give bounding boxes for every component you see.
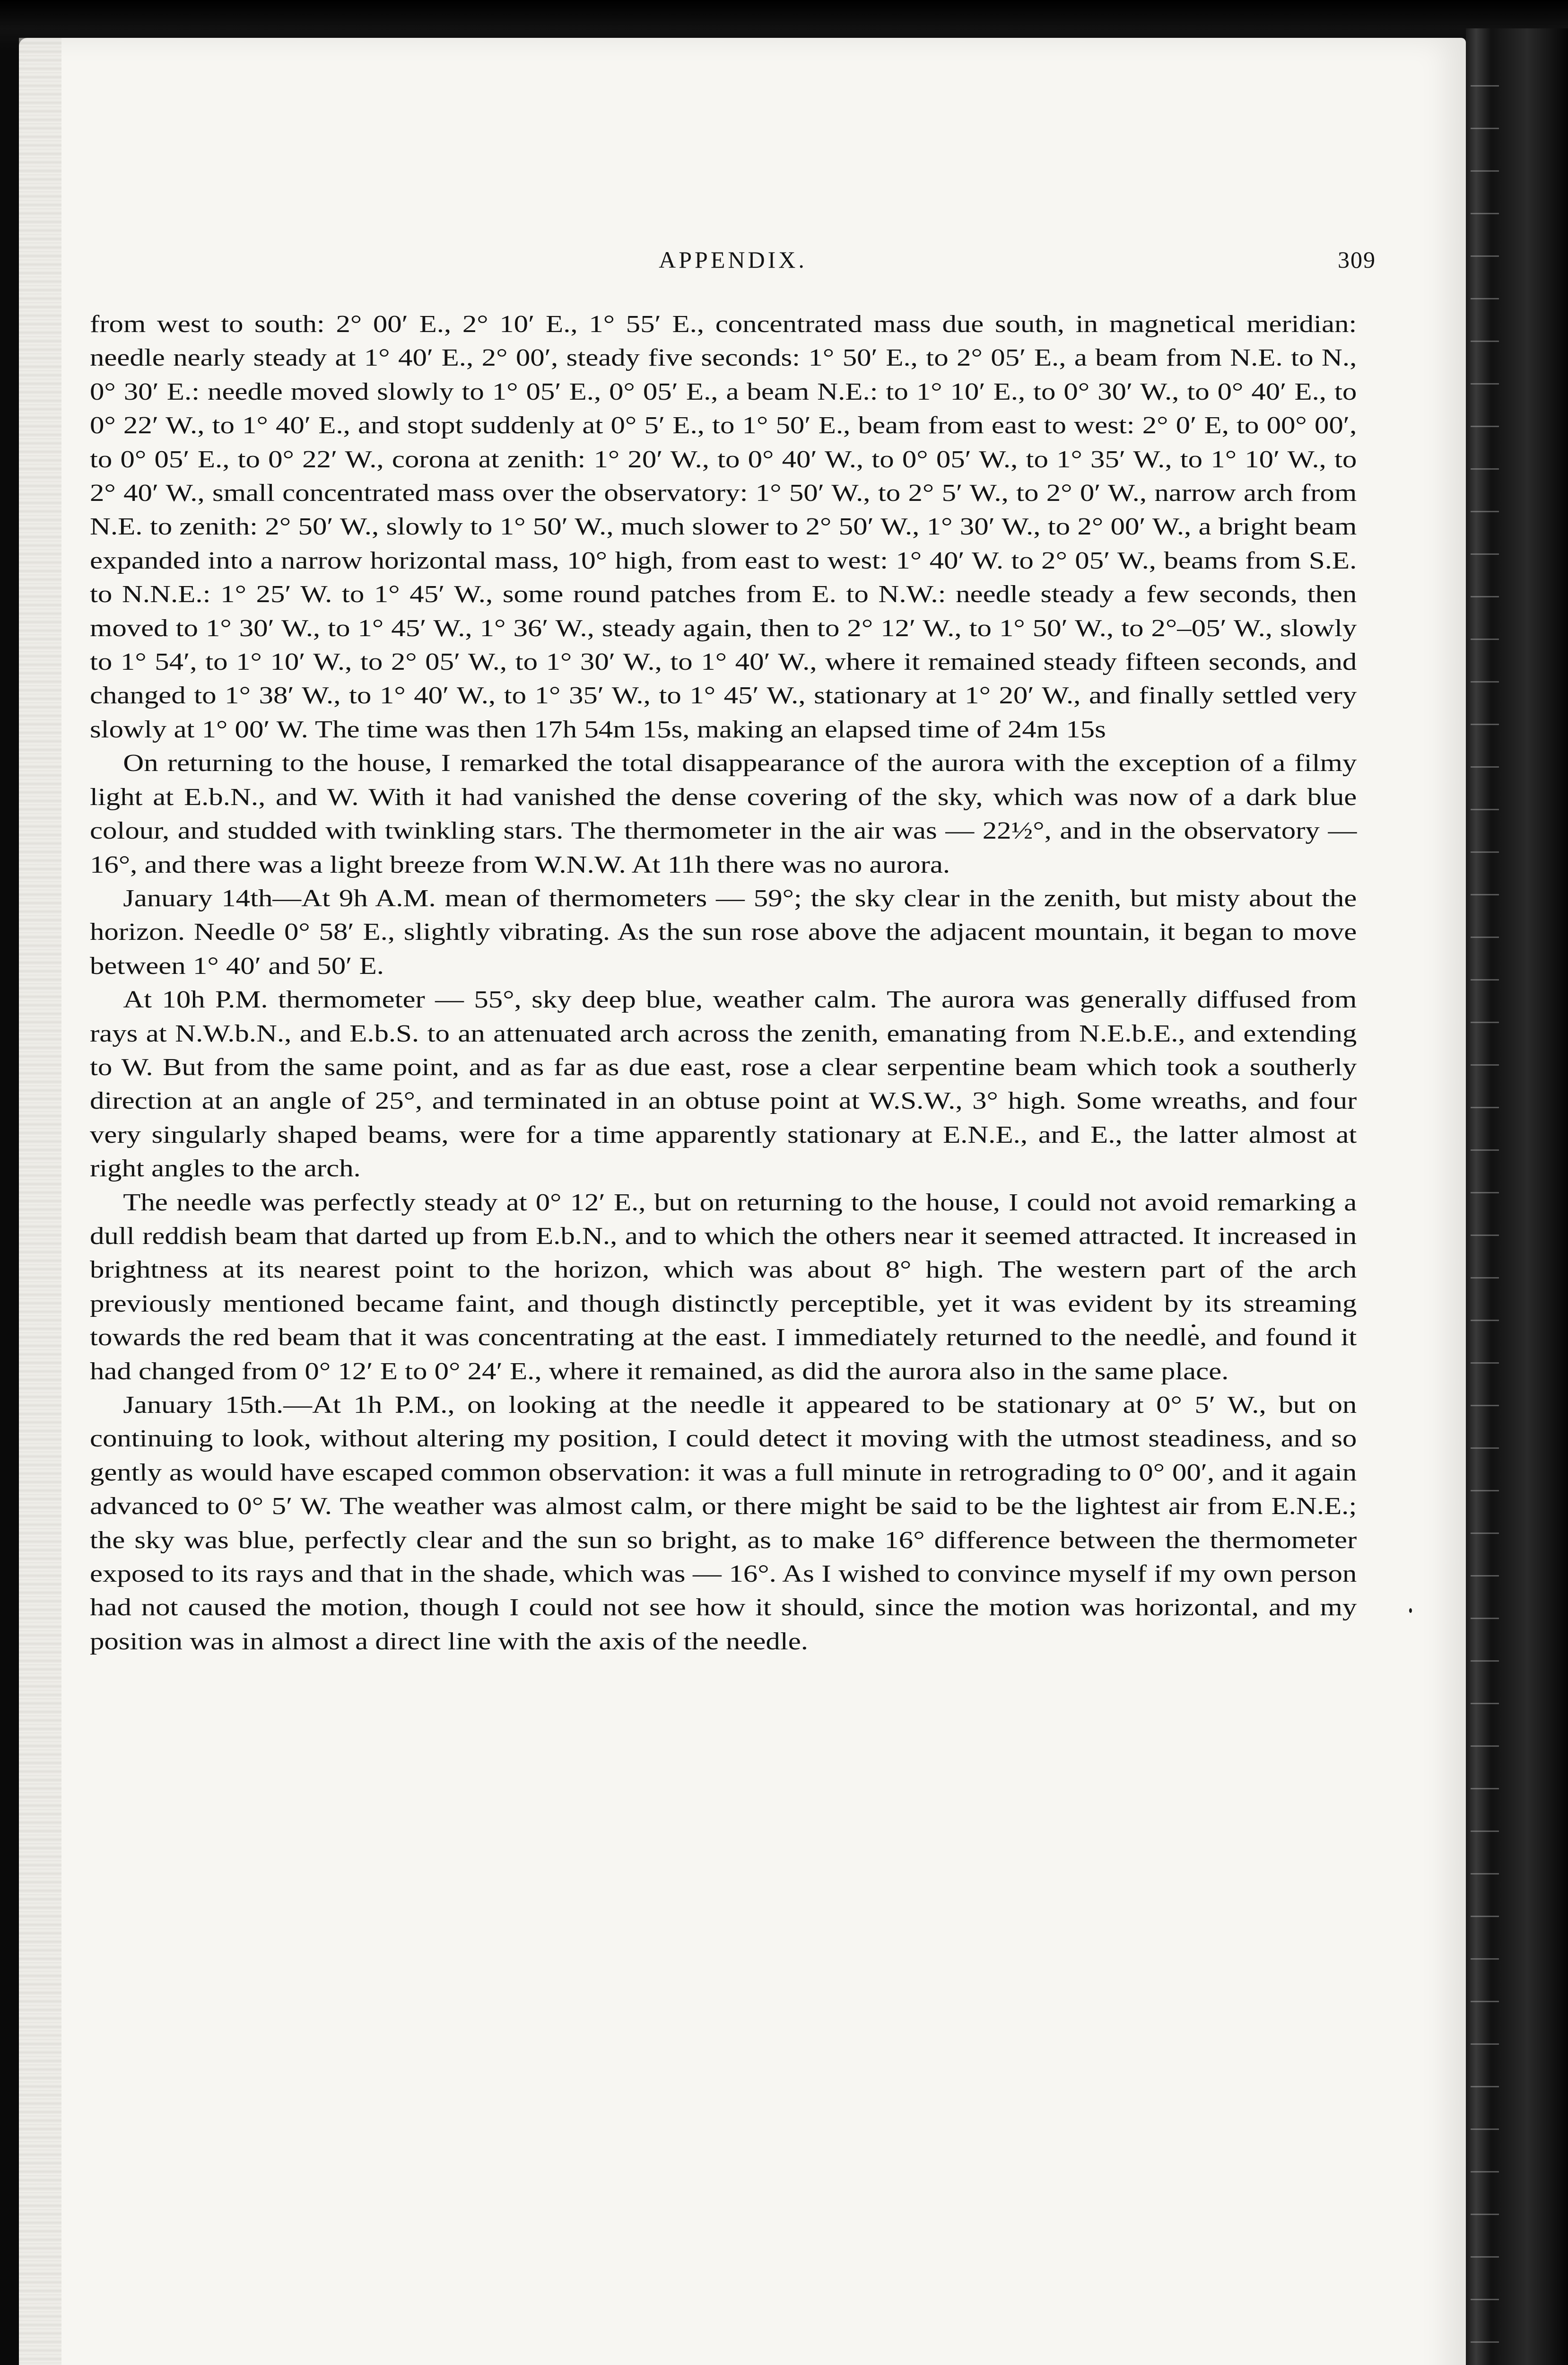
paragraph: January 15th.—At 1h P.M., on looking at the needle it appeared to be stationary at 0° 5′ W., but on continuing to look, without altering my position, I could detect it moving with the utmost steadiness, and so gently as would have escaped common observation: it was a full minute in retrograding to 0° 00′, and it again advanced to 0° 5′ W. The weather was almost calm, or there might be said to be the lightest air from E.N.E.; the sky was blue, perfectly clear and the sun so bright, as to make 16° difference between the thermometer exposed to its rays and that in the shade, which was — 16°. As I wished to convince myself if my own person had not caused the motion, though I could not see how it should, since the motion was horizontal, and my position was in almost a direct line with the axis of the needle.: [90, 1392, 1357, 1655]
print-speck: [1409, 1608, 1412, 1613]
page-binding-edge: [19, 38, 61, 2365]
paragraph: January 14th—At 9h A.M. mean of thermometers — 59°; the sky clear in the zenith, but misty about the horizon. Needle 0° 58′ E., slightly vibrating. As the sun rose above the adjacent mountain, it began to move between 1° 40′ and 50′ E.: [90, 885, 1357, 980]
fore-edge-page-lines: [1471, 85, 1499, 2365]
paragraph: from west to south: 2° 00′ E., 2° 10′ E., 1° 55′ E., concentrated mass due south, in magnetical meridian: needle nearly steady at 1° 40′ E., 2° 00′, steady five seconds: 1° 50′ E., to 2° 05′ E., a beam from N.E. to N., 0° 30′ E.: needle moved slowly to 1° 05′ E., 0° 05′ E., a beam N.E.: to 1° 10′ E., to 0° 30′ W., to 0° 40′ E., to 0° 22′ W., to 1° 40′ E., and stopt suddenly at 0° 5′ E., to 1° 50′ E., beam from east to west: 2° 0′ E, to 00° 00′, to 0° 05′ E., to 0° 22′ W., corona at zenith: 1° 20′ W., to 0° 40′ W., to 0° 05′ W., to 1° 35′ W., to 1° 10′ W., to 2° 40′ W., small concentrated mass over the observatory: 1° 50′ W., to 2° 5′ W., to 2° 0′ W., narrow arch from N.E. to zenith: 2° 50′ W., slowly to 1° 50′ W., much slower to 2° 50′ W., 1° 30′ W., to 2° 00′ W., a bright beam expanded into a narrow horizontal mass, 10° high, from east to west: 1° 40′ W. to 2° 05′ W., beams from S.E. to N.N.E.: 1° 25′ W. to 1° 45′ W., some round patches from E. to N.W.: needle steady a few seconds, then moved to 1° 30′ W., to 1° 45′ W., 1° 36′ W., steady again, then to 2° 12′ W., to 1° 50′ W., to 2°–05′ W., slowly to 1° 54′, to 1° 10′ W., to 2° 05′ W., to 1° 30′ W., to 1° 40′ W., where it remained steady fifteen seconds, and changed to 1° 38′ W., to 1° 40′ W., to 1° 35′ W., to 1° 45′ W., stationary at 1° 20′ W., and finally settled very slowly at 1° 00′ W. The time was then 17h 54m 15s, making an elapsed time of 24m 15s: [90, 311, 1357, 743]
page-header: [90, 246, 1376, 289]
body-text: [90, 307, 1357, 1658]
page-number: 309: [1338, 246, 1376, 273]
paragraph: On returning to the house, I remarked the total disappearance of the aurora with the exception of a filmy light at E.b.N., and W. With it had vanished the dense covering of the sky, which was now of a dark blue colour, and studded with twinkling stars. The thermometer in the air was — 22½°, and in the observatory — 16°, and there was a light breeze from W.N.W. At 11h there was no aurora.: [90, 750, 1357, 878]
running-title: APPENDIX.: [659, 246, 807, 273]
paragraph: At 10h P.M. thermometer — 55°, sky deep blue, weather calm. The aurora was generally diffused from rays at N.W.b.N., and E.b.S. to an attenuated arch across the zenith, emanating from N.E.b.E., and extending to W. But from the same point, and as far as due east, rose a clear serpentine beam which took a southerly direction at an angle of 25°, and terminated in an obtuse point at W.S.W., 3° high. Some wreaths, and four very singularly shaped beams, were for a time apparently stationary at E.N.E., and E., the latter almost at right angles to the arch.: [90, 986, 1357, 1182]
paragraph: The needle was perfectly steady at 0° 12′ E., but on returning to the house, I could not avoid remarking a dull reddish beam that darted up from E.b.N., and to which the others near it seemed attracted. It increased in brightness at its nearest point to the horizon, which was about 8° high. The western part of the arch previously mentioned became faint, and though distinctly perceptible, yet it was evident by its streaming towards the red beam that it was concentrating at the east. I immediately returned to the needle, and found it had changed from 0° 12′ E to 0° 24′ E., where it remained, as did the aurora also in the same place.: [90, 1189, 1357, 1385]
